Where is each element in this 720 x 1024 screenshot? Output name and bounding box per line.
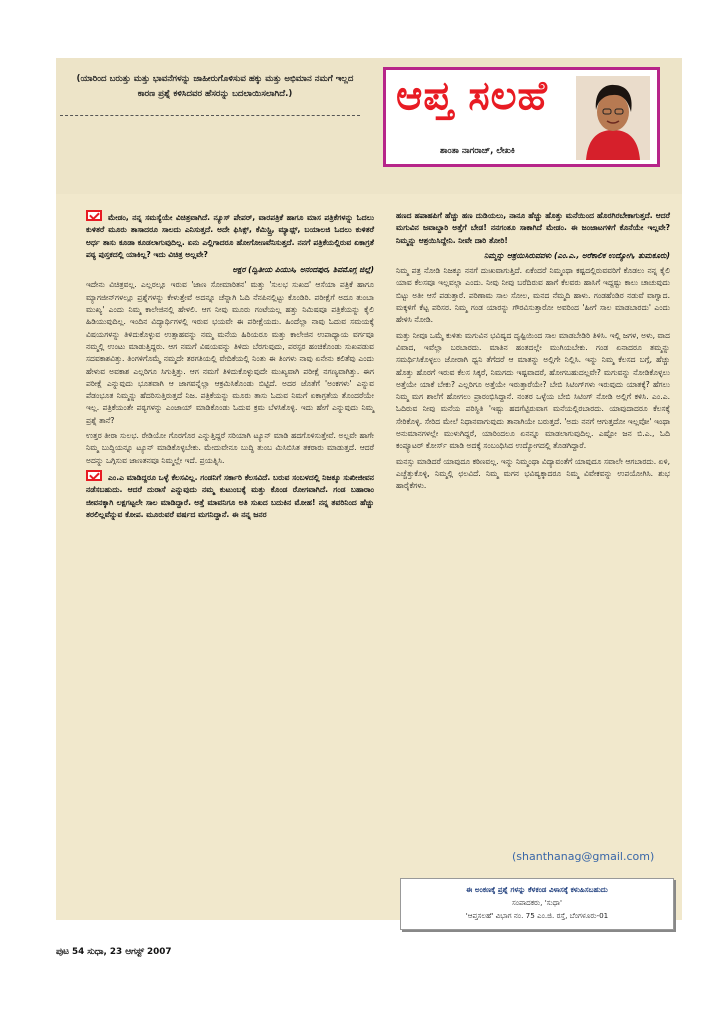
address-line-1: ಸಂಪಾದಕರು, 'ಸುಧಾ' — [512, 898, 562, 907]
address-box — [400, 878, 674, 930]
author-byline: ಶಾಂತಾ ನಾಗರಾಜ್, ಲೇಖಕಿ — [440, 146, 515, 156]
answer-1-paragraph-1: ಇದೇನು ವಿಚಿತ್ರವಲ್ಲ. ಎಲ್ಲರಲ್ಲೂ ಇರುವ 'ಜಾಣ ಸೋಮಾರಿತನ' ಮತ್ತು 'ಸುಲಭ ಸುಖದ' ಆಸೆಯಾ ಪತ್ರಿಕೆ ಹಾಗೂ ಮ್ಯಾಗಜೀನ್‌ಗಳಲ್ಲೂ ಪ್ರಶ್ನೆಗಳನ್ನು ಕೇಳುತ್ತೇವೆ ಅದನ್ನೂ ಚೆನ್ನಾಗಿ ಓದಿ ನೆನಪಿನಲ್ಲಿಟ್ಟು ಕೊಂಡಿರಿ. ಪರೀಕ್ಷೆಗೆ ಅದೂ ತುಂಬಾ ಮುಖ್ಯ' ಎಂದು ನಿಮ್ಮ ಕಾಲೇಜಿನಲ್ಲಿ ಹೇಳಲಿ. ಆಗ ನೀವು ಮೂರು ಗಂಟೆಯಲ್ಲ ಹತ್ತು ನಿಮಿಷವೂ ಪತ್ರಿಕೆಯನ್ನು ಕೈಲಿ ಹಿಡಿಯುವುದಿಲ್ಲ. ಇಂದಿನ ವಿದ್ಯಾರ್ಥಿಗಳಲ್ಲಿ ಇರುವ ಭಯವೇ ಈ ಪರೀಕ್ಷೆಯದು. ಹಿಂದೆಲ್ಲಾ ನಾವು ಓದುವ ಸಮಯಕ್ಕೆ ವಿಷಯಗಳನ್ನು ತಿಳಿದುಕೊಳ್ಳುವ ಉತ್ಸಾಹವನ್ನು ನಮ್ಮ ಮನೆಯ ಹಿರಿಯರೂ ಮತ್ತು ಕಾಲೇಜಿನ ಉಪಾಧ್ಯಾಯ ವರ್ಗವೂ ನಮ್ಮಲ್ಲಿ ಉಂಟು ಮಾಡುತ್ತಿದ್ದರು. ಆಗ ನಮಗೆ ವಿಷಯವನ್ನು ತಿಳಿದು ಬೆರಗುವುದು, ಪರಸ್ಪರ ಹಂಚಿಕೊಂಡು ಸುಖಪಡುವ ಸದವಕಾಶವಿತ್ತು. ತಿಂಗಳಿಗೊಮ್ಮೆ ನಮ್ಮದೇ ತರಗತಿಯಲ್ಲಿ ವೇದಿಕೆಯಲ್ಲಿ ನಿಂತು ಈ ತಿಂಗಳು ನಾವು ಏನೇನು ಕಲಿತೆವು ಎಂದು ಹೇಳುವ ಅವಕಾಶ ಎಲ್ಲರಿಗೂ ಸಿಗುತ್ತಿತ್ತು. ಆಗ ನಮಗೆ ತಿಳಿದುಕೊಳ್ಳುವುದೇ ಮುಖ್ಯವಾಗಿ ಪರೀಕ್ಷೆ ನಗಣ್ಯವಾಗಿತ್ತು. ಈಗ ಪರೀಕ್ಷೆ ಎನ್ನುವುದು ಭೂತವಾಗಿ ಆ ಜಾಗವನ್ನೆಲ್ಲಾ ಆಕ್ರಮಿಸಿಕೊಂಡು ಬಿಟ್ಟಿದೆ. ಅದರ ಜೊತೆಗೆ 'ಅಂಕಗಳು' ಎನ್ನುವ ಪೆಡಂಭೂತ ನಿಮ್ಮನ್ನು ಹೆದರಿಸುತ್ತಿರುತ್ತದೆ ನಿಜ. ಪತ್ರಿಕೆಯನ್ನು ಮೂರು ತಾಸು ಓದುವ ನಿಮಗೆ ಏಕಾಗ್ರತೆಯ ತೊಂದರೆಯೇ ಇಲ್ಲ. ಪತ್ರಿಕೆಯಂತೇ ಪಠ್ಯಗಳನ್ನು ಎಂಜಾಯ್ ಮಾಡಿಕೊಂಡು ಓದುವ ಕ್ರಮ ಬೆಳಸಿಕೊಳ್ಳಿ. ಇದು ಹೇಗೆ ಎನ್ನುವುದು ನಿಮ್ಮ ಪ್ರಶ್ನೆ ತಾನೆ? — [86, 280, 374, 425]
intro-note: (ಯಾರಿಂದ ಬರುತ್ತು ಮತ್ತು ಭಾವನೆಗಳನ್ನು ಜಾಹೀರುಗೊಳಿಸುವ ಹಕ್ಕು ಮತ್ತು ಅಭಿಮಾನ ನಮಗೆ ಇಲ್ಲದ ಕಾರಣ ಪ್ರಶ್ನೆ ಕಳಿಸಿದವರ ಹೆಸರನ್ನು ಬದಲಾಯಿಸಲಾಗಿದೆ.) — [76, 74, 354, 99]
right-column — [396, 210, 670, 496]
signature-1: ಅಕ್ಷರ (ದ್ವಿತೀಯ ಪಿಯುಸಿ, ಅನಂದಪುರ, ಶಿವಮೊಗ್ಗ ಜಿಲ್ಲೆ) — [232, 265, 374, 275]
answer-2-paragraph-1: ನಿಮ್ಮ ಪತ್ರ ನೋಡಿ ನಿಜಕ್ಕೂ ನನಗೆ ದುಃಖವಾಗುತ್ತಿದೆ. ಏಕೆಂದರೆ ನಿಮ್ಮಂಥಾ ಕಷ್ಟದಲ್ಲಿರುವವರಿಗೆ ಕೊಡಲು ನನ್ನ ಕೈಲಿ ಯಾವ ಕೆಲಸವೂ ಇಲ್ಲವಲ್ಲಾ ಎಂದು. ನೀವು ನೀವು ಬರೆದಿರುವ ಹಾಗೆ ಕೆಲವರು ಹಾಸಿಗೆ ಇದ್ದಷ್ಟು ಕಾಲು ಚಾಚುವುದು ಬಿಟ್ಟು ಅತೀ ಆಸೆ ಪಡುತ್ತಾರೆ. ಪರಿಣಾಮ ಸಾಲ ಸೋಲ, ಮನದ ನೆಮ್ಮದಿ ಹಾಳು. ಗಂಡಹೆಂಡಿರ ನಡುವೆ ವಾಗ್ವಾದ. ಮಕ್ಕಳಿಗೆ ಕೆಟ್ಟ ಪರಿಸರ. ನಿಮ್ಮ ಗಂಡ ಯಾರನ್ನು ಗೌರವಿಸುತ್ತಾರೋ ಅವರಿಂದ 'ಹೀಗೆ ಸಾಲ ಮಾಡಬಾರದು' ಎಂದು ಹೇಳಿಸಿ ನೋಡಿ. — [396, 266, 670, 325]
portrait-icon — [576, 76, 650, 160]
mail-icon — [86, 210, 102, 221]
mail-icon — [86, 470, 102, 481]
author-photo — [576, 76, 650, 160]
author-email[interactable]: (shanthanag@gmail.com) — [512, 850, 655, 863]
signature-2: ನಿಮ್ಮನ್ನು ಆಶ್ರಯಿಸಿರುವವಳು (ಎಂ.ಎ., ಅರೆಕಾಲಿಕ ಉದ್ಯೋಗಿ, ತುಮಕೂರು) — [484, 250, 670, 260]
column-title: ಆಪ್ತ ಸಲಹೆ — [396, 73, 548, 119]
address-line-2: 'ಆಪ್ತಸಲಹೆ' ವಿಭಾಗ ನಂ. 75 ಎಂ.ಜಿ. ರಸ್ತೆ, ಬೆಂಗಳೂರು-01 — [465, 911, 609, 920]
answer-2-paragraph-2: ಮತ್ತು ನೀವೂ ಒಮ್ಮೆ ಕುಳಿತು ಮಗುವಿನ ಭವಿಷ್ಯದ ದೃಷ್ಟಿಯಿಂದ ಸಾಲ ಮಾಡಬೇಡಿರಿ ತಿಳಿಸಿ. ಇಲ್ಲಿ ಜಗಳ, ಅಳು, ವಾದ ವಿವಾದ, ಇವೆಲ್ಲಾ ಬರಬಾರದು. ಮಾತಿನ ಹಂತದಲ್ಲೇ ಮುಗಿಯಬೇಕು. ಗಂಡ ಏನಾದರೂ ತಮ್ಮನ್ನು ಸಮರ್ಥಿಸಿಕೊಳ್ಳಲು ಜೋರಾಗಿ ಧ್ವನಿ ತೆಗೆದರೆ ಆ ಮಾತನ್ನು ಅಲ್ಲಿಗೇ ನಿಲ್ಲಿಸಿ. ಇನ್ನು ನಿಮ್ಮ ಕೆಲಸದ ಬಗ್ಗೆ, ಹೆಚ್ಚು ಹೊತ್ತು ಹೊರಗೆ ಇರುವ ಕೆಲಸ ಸಿಕ್ಕರೆ, ನಿಮಗದು ಇಷ್ಟವಾದರೆ, ಹೋಗಬಹುದಲ್ಲವೇ? ಮಗುವನ್ನು ನೋಡಿಕೊಳ್ಳಲು ಅತ್ತೆಯೇ ಯಾಕೆ ಬೇಕು? ಎಲ್ಲರಿಗೂ ಅತ್ತೆಯೇ ಇರುತ್ತಾರೆಯೇ? ಬೇಬಿ ಸಿಟಿಂಗ್‌ಗಳು ಇರುವುದು ಯಾತಕ್ಕೆ? ಹೆಗಲು ನಿಮ್ಮ ಮಗ ಶಾಲೆಗೆ ಹೋಗಲು ಪ್ರಾರಂಭಿಸಿದ್ದಾನೆ. ನಂತರ ಒಳ್ಳೆಯ ಬೇಬಿ ಸಿಟಿಂಗ್ ನೋಡಿ ಅಲ್ಲಿಗೆ ಕಳಿಸಿ. ಎಂ.ಎ. ಓದಿರುವ ನೀವು ಮನೆಯ ಪರಿಸ್ಥಿತಿ 'ಇಷ್ಟು ಹದಗೆಟ್ಟಿರುವಾಗ ಮನೆಯಲ್ಲಿರಬಾರದು. ಯಾವುದಾದರೂ ಕೆಲಸಕ್ಕೆ ಸೇರಿಕೊಳ್ಳಿ. ಸೇರಿದ ಮೇಲೆ ನಿಧಾನವಾಗುವುದು ತಾನಾಗಿಯೇ ಬರುತ್ತದೆ. 'ಅದು ನನಗೆ ಆಗುತ್ತದೋ ಇಲ್ಲವೋ' ಇಂಥಾ ಅನುಮಾನಗಳಲ್ಲೇ ಮುಳುಗಿದ್ದರೆ, ಯಾರಿಂದಲೂ ಏನನ್ನೂ ಮಾಡಲಾಗುವುದಿಲ್ಲ. ಎಷ್ಟೋ ಜನ ಬಿ.ಎ., ಓದಿ ಕಂಪ್ಯೂಟರ್ ಕೋರ್ಸ್ ಮಾಡಿ ಅದಕ್ಕೆ ಸಂಬಂಧಿಸಿದ ಉದ್ಯೋಗದಲ್ಲಿ ತೊಡಗಿದ್ದಾರೆ. — [396, 330, 670, 451]
question-1: ಮೇಡಂ, ನನ್ನ ಸಮಸ್ಯೆಯೇ ವಿಚಿತ್ರವಾಗಿದೆ. ನ್ಯೂಸ್ ಪೇಪರ್, ವಾರಪತ್ರಿಕೆ ಹಾಗೂ ಮಾಸ ಪತ್ರಿಕೆಗಳನ್ನು ಓದಲು ಕುಳಿತರೆ ಮೂರು ತಾಸಾದರೂ ಸಾಲದು ಎನಿಸುತ್ತದೆ. ಅದೇ ಫಿಸಿಕ್ಸ್, ಕೆಮಿಸ್ಟ್ರಿ, ಮ್ಯಾಥ್ಸ್, ಬಯಾಲಜಿ ಓದಲು ಕುಳಿತರೆ ಅರ್ಧ ತಾಸು ಕೂಡಾ ಕೂಡಲಾಗುವುದಿಲ್ಲ. ಏನು ಎಲ್ಲಿಗಾದರೂ ಹೋಗೋಣವೆನಿಸುತ್ತದೆ. ನನಗೆ ಪತ್ರಿಕೆಯಲ್ಲಿರುವ ಏಕಾಗ್ರತೆ ಪಠ್ಯ ಪುಸ್ತಕದಲ್ಲಿ ಯಾಕಿಲ್ಲ? ಇದು ವಿಚಿತ್ರ ಅಲ್ಲವೇ? — [86, 210, 374, 261]
divider — [60, 115, 360, 116]
question-2: ಎಂ.ಎ ಮಾಡಿದ್ದರೂ ಒಳ್ಳೆ ಕೆಲಸವಿಲ್ಲ. ಗಂಡನಿಗೆ ಸರ್ಕಾರಿ ಕೆಲಸವಿದೆ. ಬರುವ ಸಂಬಳದಲ್ಲಿ ನಿಜಕ್ಕೂ ಸುಖೀಜೀವನ ನಡೆಸಬಹುದು. ಆದರೆ ದುರಾಸೆ ಎನ್ನುವುದು ನಮ್ಮ ಕುಟುಂಬಕ್ಕೆ ಮತ್ತು ಕೊಂಡ ರೋಗವಾಗಿದೆ. ಗಂಡ ಬಹಾರಾಂ ಜೀವನಕ್ಕಾಗಿ ಲಕ್ಷಗಟ್ಟಲೇ ಸಾಲ ಮಾಡಿದ್ದಾರೆ. ಅತ್ತೆ ಮಾವನಿಗೂ ಅತಿ ಸುಖದ ಬದುಕಿನ ಮೋಹ! ನನ್ನ ತವರಿನಿಂದ ಹೆಚ್ಚು ತರಲಿಲ್ಲವೆನ್ನುವ ಕೋಪ. ಮೂರುವರೆ ವರ್ಷದ ಮಗನಿದ್ದಾನೆ. ಈ ನನ್ನ ಜನರ — [86, 470, 374, 521]
page-footer: ಪುಟ 54 ಸುಧಾ, 23 ಆಗಸ್ಟ್ 2007 — [56, 947, 172, 957]
question-2-continued: ಹಣದ ಹಪಾಹಪಿಗೆ ಹೆಚ್ಚು ಹಣ ದುಡಿಯಲು, ನಾನೂ ಹೆಚ್ಚು ಹೊತ್ತು ಮನೆಯಿಂದ ಹೊರಗಿರಬೇಕಾಗುತ್ತದೆ. ಆದರೆ ಮಗುವಿನ ಜವಾಬ್ದಾರಿ ಅತ್ತೆಗೆ ಬೇಡ! ನನಗಂತೂ ಸಾಕಾಗಿದೆ ಮೇಡಂ. ಈ ಜಂಜಾಟಗಳಿಗೆ ಕೊನೆಯೇ ಇಲ್ಲವೇ? ನಿಮ್ಮನ್ನು ಆಶ್ರಯಿಸಿದ್ದೇನಿ. ನೀವೇ ದಾರಿ ತೋರಿ! — [396, 211, 670, 245]
answer-2-paragraph-3: ಮನಸ್ಸು ಮಾಡಿದರೆ ಯಾವುದೂ ಕಠಿಣವಲ್ಲ. ಇನ್ನು ನಿಮ್ಮಂಥಾ ವಿದ್ಯಾವಂತೆಗೆ ಯಾವುದೂ ಸವಾಲೇ ಆಗಬಾರದು. ಏಳಿ, ಎಚ್ಚೆತ್ತುಕೊಳ್ಳಿ, ನಿಮ್ಮಲ್ಲಿ ಛಲವಿದೆ. ನಿಮ್ಮ ಮಗನ ಭವಿಷ್ಯಕ್ಕಾದರೂ ನಿಮ್ಮ ವಿವೇಕವನ್ನು ಉಪಯೋಗಿಸಿ. ಶುಭ ಹಾರೈಕೆಗಳು. — [396, 456, 670, 491]
left-column — [86, 210, 374, 524]
answer-1-paragraph-2: ಉತ್ತರ ತೀರಾ ಸುಲಭ. ರೇಡಿಯೋ ಗೊರಗೊರ ಎನ್ನುತ್ತಿದ್ದರೆ ಸರಿಯಾಗಿ ಟ್ಯೂನ್ ಮಾಡಿ ಹದಗೊಳಿಸುತ್ತೇವೆ. ಅಲ್ಲವೇ ಹಾಗೇ ನಿಮ್ಮ ಬುದ್ಧಿಯನ್ನೂ ಟ್ಯೂನ್ ಮಾಡಿಕೊಳ್ಳಬೇಕು. ಮೇದುವೇನೂ ಬುದ್ಧಿ ತುಂಬ ಮಿಸಿಬಿಸಿತ ತಕರಾರು ಮಾಡುತ್ತದೆ. ಆದರೆ ಅದನ್ನು ಒಗ್ಗಿಸುವ ಜಾಣತನವೂ ನಿಮ್ಮಲ್ಲೇ ಇದೆ. ಪ್ರಯತ್ನಿಸಿ. — [86, 431, 374, 465]
address-title: ಈ ಅಂಕಣಕ್ಕೆ ಪ್ರಶ್ನೆ ಗಳನ್ನು ಕೆಳಕಂಡ ವಿಳಾಸಕ್ಕೆ ಕಳುಹಿಸಬಹುದು — [466, 885, 608, 894]
column-logo — [383, 67, 660, 167]
